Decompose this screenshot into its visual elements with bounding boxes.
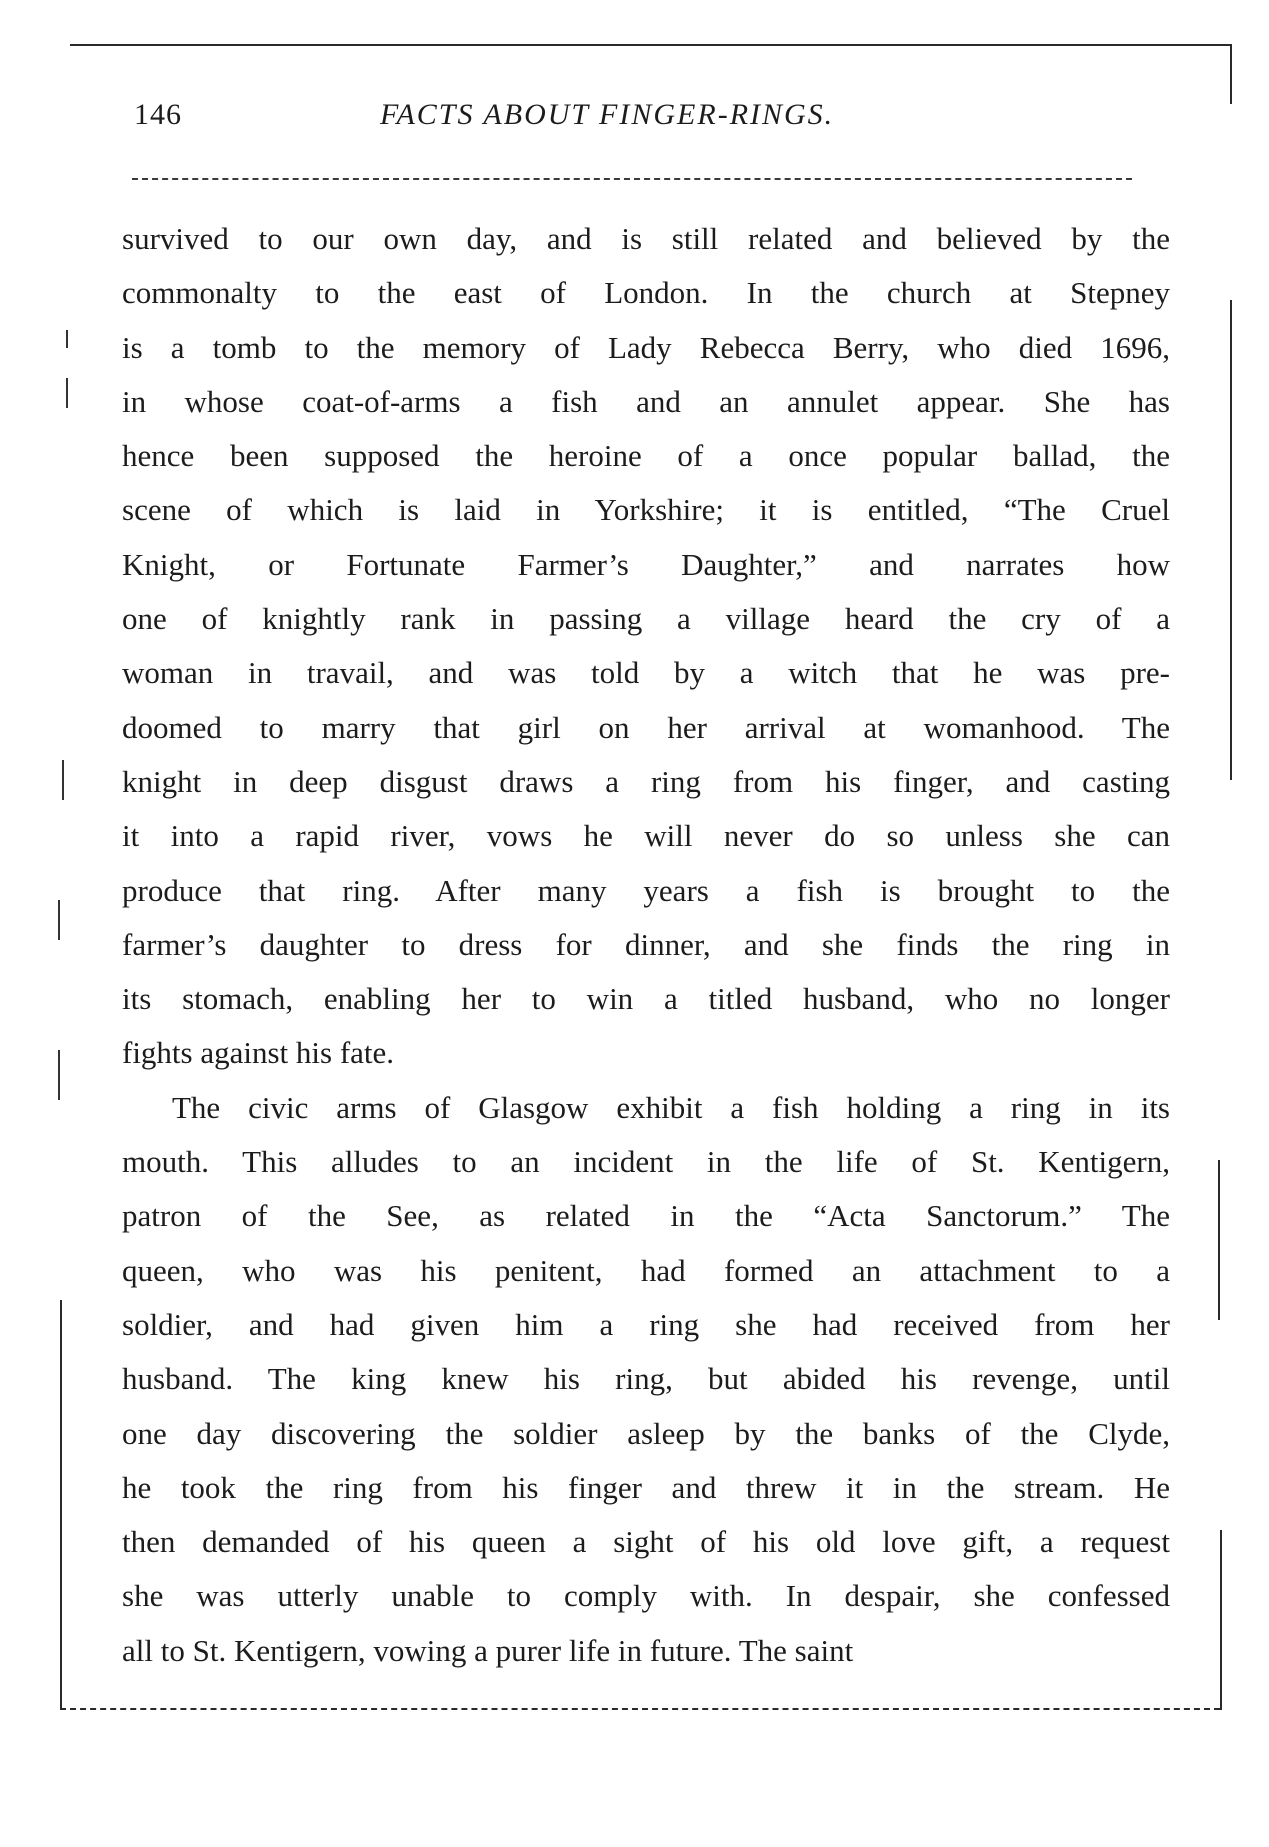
text-line: The civic arms of Glasgow exhibit a fish holding a ring in its — [172, 1089, 1170, 1125]
paragraph — [122, 212, 1170, 1081]
footer-rule — [60, 1708, 1220, 1710]
text-line: survived to our own day, and is still related and believed by the — [122, 221, 1170, 256]
text-line: it into a rapid river, vows he will never do so unless she can — [122, 818, 1170, 854]
text-line: produce that ring. After many years a fish is brought to the — [122, 872, 1170, 908]
page-edge-line — [1230, 44, 1232, 104]
paragraph — [122, 1081, 1170, 1678]
scan-mark — [58, 1050, 60, 1100]
page-edge-line — [60, 1300, 62, 1710]
text-line: he took the ring from his finger and threw it in the stream. He — [122, 1469, 1170, 1505]
text-line: knight in deep disgust draws a ring from his finger, and casting — [122, 763, 1170, 799]
text-line: fights against his fate. — [122, 1035, 395, 1071]
text-line: one of knightly rank in passing a village heard the cry of a — [122, 601, 1170, 637]
text-line: hence been supposed the heroine of a once popular ballad, the — [122, 438, 1170, 474]
scan-mark — [66, 378, 68, 408]
running-head — [0, 98, 1269, 138]
scan-mark — [58, 900, 60, 940]
scan-mark — [62, 760, 64, 800]
text-line: soldier, and had given him a ring she had received from her — [122, 1306, 1170, 1342]
text-line: in whose coat-of-arms a fish and an annulet appear. She has — [122, 383, 1170, 419]
text-line: then demanded of his queen a sight of his old love gift, a request — [122, 1524, 1170, 1560]
text-line: husband. The king knew his ring, but abided his revenge, until — [122, 1361, 1170, 1397]
page-number: 146 — [134, 98, 182, 131]
page-edge-line — [1220, 1530, 1222, 1710]
text-line: queen, who was his penitent, had formed an attachment to a — [122, 1252, 1170, 1288]
text-line: scene of which is laid in Yorkshire; it is entitled, “The Cruel — [122, 492, 1170, 528]
text-line: its stomach, enabling her to win a titled husband, who no longer — [122, 981, 1170, 1017]
text-line: patron of the See, as related in the “Acta Sanctorum.” The — [122, 1198, 1170, 1234]
text-line: doomed to marry that girl on her arrival at womanhood. The — [122, 709, 1170, 745]
text-line: she was utterly unable to comply with. In despair, she confessed — [122, 1578, 1170, 1614]
header-top-rule — [70, 44, 1232, 46]
text-line: one day discovering the soldier asleep by the banks of the Clyde, — [122, 1415, 1170, 1451]
page-edge-line — [1230, 300, 1232, 780]
scan-mark — [66, 330, 68, 348]
text-line: Knight, or Fortunate Farmer’s Daughter,” and narrates how — [122, 546, 1170, 582]
running-title: FACTS ABOUT FINGER-RINGS. — [380, 98, 835, 131]
body-text — [122, 212, 1170, 1678]
text-line: mouth. This alludes to an incident in the life of St. Kentigern, — [122, 1144, 1170, 1180]
page-edge-line — [1218, 1160, 1220, 1320]
text-line: is a tomb to the memory of Lady Rebecca Berry, who died 1696, — [122, 329, 1170, 365]
text-line: commonalty to the east of London. In the church at Stepney — [122, 275, 1170, 311]
text-line: all to St. Kentigern, vowing a purer life in future. The saint — [122, 1632, 854, 1668]
header-divider — [132, 178, 1132, 180]
text-line: farmer’s daughter to dress for dinner, and she finds the ring in — [122, 926, 1170, 962]
text-line: woman in travail, and was told by a witch that he was pre- — [122, 655, 1170, 691]
